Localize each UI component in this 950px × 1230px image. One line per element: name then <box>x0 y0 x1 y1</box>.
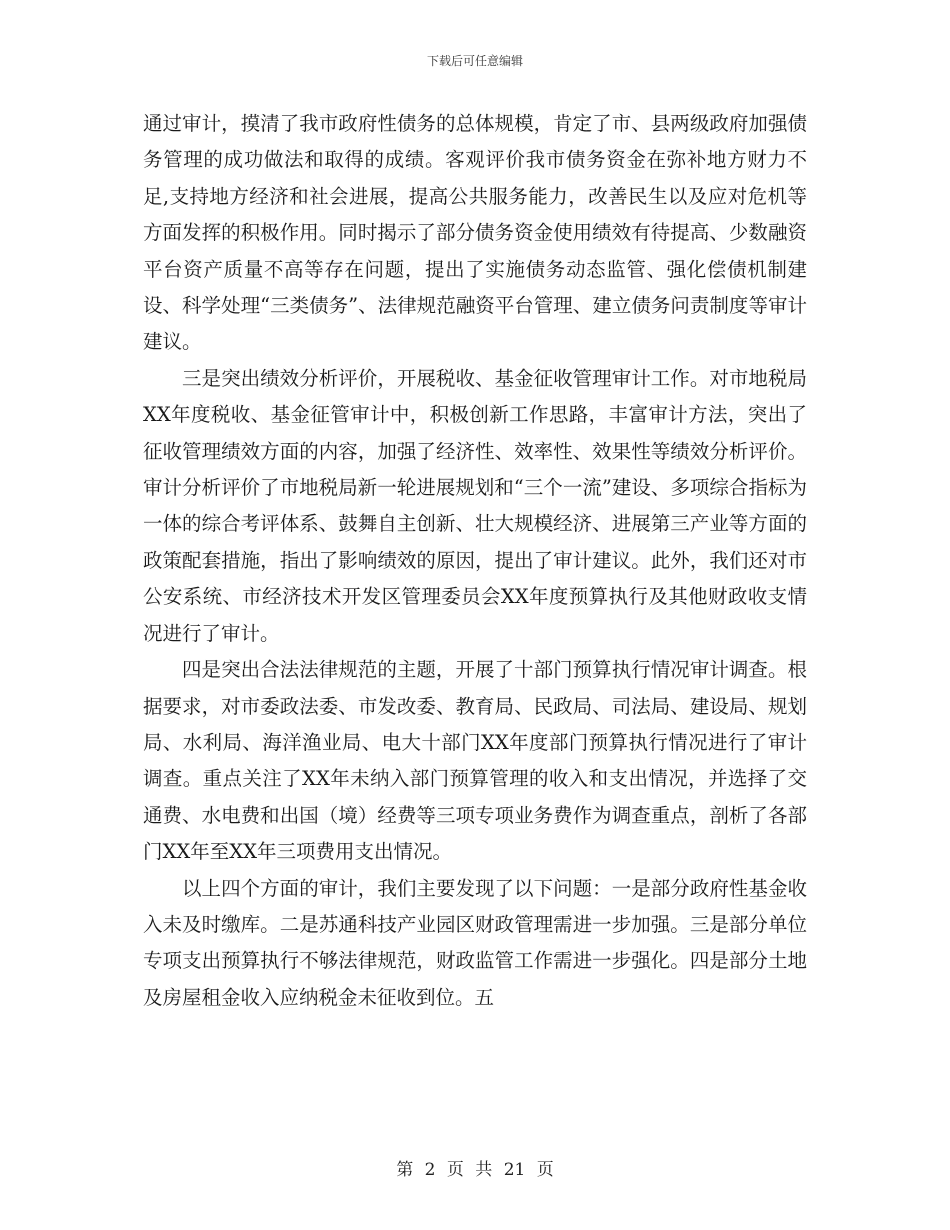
paragraph-1: 通过审计，摸清了我市政府性债务的总体规模，肯定了市、县两级政府加强债务管理的成功做法和取得的成绩。客观评价我市债务资金在弥补地方财力不足,支持地方经济和社会进展，提高公共服务能力，改善民生以及应对危机等方面发挥的积极作用。同时揭示了部分债务资金使用绩效有待提高、少数融资平台资产质量不高等存在问题，提出了实施债务动态监管、强化偿债机制建设、科学处理“三类债务”、法律规范融资平台管理、建立债务问责制度等审计建议。 <box>143 112 807 354</box>
page-header: 下载后可任意编辑 <box>426 54 523 68</box>
paragraph-4: 以上四个方面的审计，我们主要发现了以下问题：一是部分政府性基金收入未及时缴库。二是苏通科技产业园区财政管理需进一步加强。三是部分单位专项支出预算执行不够法律规范，财政监管工作需进一步强化。四是部分土地及房屋租金收入应纳税金未征收到位。五 <box>143 876 807 1009</box>
paragraph-2: 三是突出绩效分析评价，开展税收、基金征收管理审计工作。对市地税局XX年度税收、基金征管审计中，积极创新工作思路，丰富审计方法，突出了征收管理绩效方面的内容，加强了经济性、效率性、效果性等绩效分析评价。审计分析评价了市地税局新一轮进展规划和“三个一流”建设、多项综合指标为一体的综合考评体系、鼓舞自主创新、壮大规模经济、进展第三产业等方面的政策配套措施，指出了影响绩效的原因，提出了审计建议。此外，我们还对市公安系统、市经济技术开发区管理委员会XX年度预算执行及其他财政收支情况进行了审计。 <box>143 366 807 645</box>
document-body <box>143 106 807 1016</box>
paragraph-3: 四是突出合法法律规范的主题，开展了十部门预算执行情况审计调查。根据要求，对市委政法委、市发改委、教育局、民政局、司法局、建设局、规划局、水利局、海洋渔业局、电大十部门XX年度部门预算执行情况进行了审计调查。重点关注了XX年未纳入部门预算管理的收入和支出情况，并选择了交通费、水电费和出国（境）经费等三项专项业务费作为调查重点，剖析了各部门XX年至XX年三项费用支出情况。 <box>143 658 807 864</box>
page-number-footer: 第 2 页 共 21 页 <box>396 1160 554 1180</box>
